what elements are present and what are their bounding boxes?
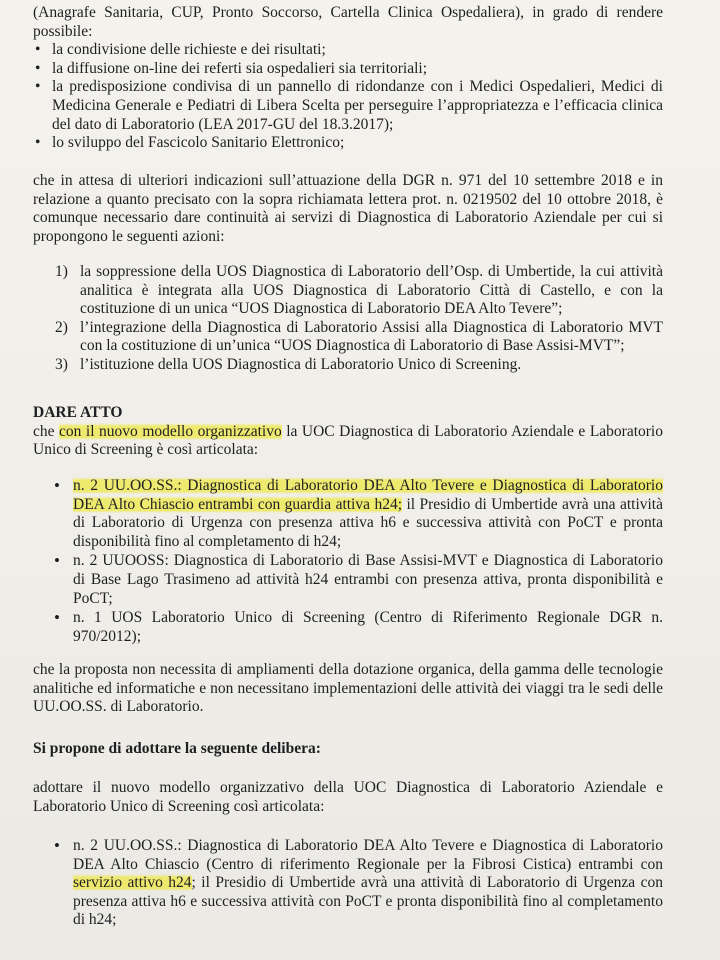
- final-item-text-end: ; il Presidio di Umbertide avrà una attività di Laboratorio di Urgenza con presenza attiva h6 e successiva attività con PoCT e pronta disponibilità fino al completamento di h24;: [73, 874, 663, 929]
- proposta-paragraph: che la proposta non necessita di ampliamenti della dotazione organica, della gamma delle tecnologie analitiche ed informatiche e non necessitano implementazioni delle attività dei viaggi tra le sedi delle UU.OO.SS. di Laboratorio.: [33, 661, 663, 716]
- dare-atto-intro: [33, 423, 663, 460]
- bullet-dot-icon: •: [54, 836, 60, 855]
- azione-item: [33, 263, 663, 319]
- dare-atto-item: [33, 477, 663, 551]
- dare-atto-section: [33, 404, 663, 460]
- azioni-list: [33, 263, 663, 375]
- adottare-section: [33, 779, 663, 816]
- dare-atto-item: [33, 609, 663, 646]
- intro-line-1: (Anagrafe Sanitaria, CUP, Pronto Soccorso, Cartella Clinica Ospedaliera), in grado di rendere: [33, 4, 663, 21]
- final-item: [33, 837, 663, 930]
- highlighted-text: con il nuovo modello organizzativo: [59, 422, 282, 440]
- proposta-section: [33, 661, 663, 717]
- si-propone-section: [33, 740, 663, 759]
- azione-item: [33, 319, 663, 356]
- azione-text: la soppressione della UOS Diagnostica di Laboratorio dell’Osp. di Umbertide, la cui attività analitica è integrata alla UOS Diagnostica di Laboratorio Città di Castello, e con la costituzione di un unica “UOS Diagnostica di Laboratorio DEA Alto Tevere”;: [80, 263, 663, 318]
- azione-number: 1): [55, 263, 68, 280]
- dare-atto-heading: DARE ATTO: [33, 404, 123, 421]
- intro-line-2: possibile:: [33, 22, 93, 40]
- attesa-section: [33, 172, 663, 246]
- final-item-text: n. 2 UU.OO.SS.: Diagnostica di Laboratorio DEA Alto Tevere e Diagnostica di Laboratorio DEA Alto Chiascio (Centro di riferimento Regionale per la Fibrosi Cistica) entrambi con: [73, 837, 663, 873]
- adottare-paragraph: adottare il nuovo modello organizzativo della UOC Diagnostica di Laboratorio Aziendale e Laboratorio Unico di Screening così articolata:: [33, 779, 663, 815]
- azione-number: 3): [55, 355, 68, 373]
- dare-atto-list: [33, 477, 663, 646]
- azione-number: 2): [55, 318, 68, 336]
- intro-bullet: • lo sviluppo del Fascicolo Sanitario Elettronico;: [33, 134, 663, 153]
- azione-text: l’istituzione della UOS Diagnostica di Laboratorio Unico di Screening.: [80, 355, 522, 373]
- dare-atto-rest: la UOC Diagnostica di Laboratorio Aziendale e Laboratorio Unico di Screening è così articolata:: [33, 422, 663, 459]
- highlighted-text: servizio attivo h24: [73, 874, 192, 892]
- azioni-section: [33, 263, 663, 375]
- highlighted-text: n. 2 UU.OO.SS.: Diagnostica di Laboratorio DEA Alto Tevere e Diagnostica di Laboratorio DEA Alto Chiascio entrambi con guardia attiva h24;: [73, 477, 663, 513]
- dare-atto-che: che: [33, 422, 55, 440]
- si-propone-heading: Si propone di adottare la seguente delibera:: [33, 740, 321, 757]
- bullet-dot-icon: •: [54, 551, 60, 571]
- azione-text: l’integrazione della Diagnostica di Laboratorio Assisi alla Diagnostica di Laboratorio MVT con la costituzione di un’unica “UOS Diagnostica di Laboratorio di Base Assisi-MVT”;: [80, 318, 663, 355]
- attesa-paragraph: che in attesa di ulteriori indicazioni sull’attuazione della DGR n. 971 del 10 settembre 2018 e in relazione a quanto precisato con la sopra richiamata lettera prot. n. 0219502 del 10 ottobre 2018, è comunque necessario dare continuità ai servizi di Diagnostica di Laboratorio Aziendale per cui si propongono le seguenti azioni:: [33, 172, 663, 245]
- bullet-dot-icon: •: [54, 608, 60, 628]
- azione-item: [33, 356, 663, 375]
- dare-atto-item-text: n. 2 UUOOSS: Diagnostica di Laboratorio di Base Assisi-MVT e Diagnostica di Laboratorio di Base Lago Trasimeno ad attività h24 entrambi con presenza attiva, pronta disponibilità e PoCT;: [73, 552, 663, 607]
- dare-atto-item-text: il Presidio di Umbertide avrà una attività di Laboratorio di Urgenza con presenza attiva h6 e successiva attività con PoCT e pronta disponibilità fino al completamento di h24;: [73, 495, 663, 550]
- intro-bullet: • la condivisione delle richieste e dei risultati;: [33, 41, 663, 60]
- dare-atto-item-text: n. 1 UOS Laboratorio Unico di Screening (Centro di Riferimento Regionale DGR n. 970/2012);: [73, 609, 663, 645]
- intro-section: [33, 4, 663, 153]
- dare-atto-item: [33, 552, 663, 608]
- intro-bullet: • la predisposizione condivisa di un pannello di ridondanze con i Medici Ospedalieri, Medici di Medicina Generale e Pediatri di Libera Scelta per perseguire l’appropriatezza e l’efficacia clinica del dato di Laboratorio (LEA 2017-GU del 18.3.2017);: [33, 78, 663, 134]
- intro-bullet: • la diffusione on-line dei referti sia ospedalieri sia territoriali;: [33, 60, 663, 79]
- final-list: [33, 837, 663, 930]
- bullet-dot-icon: •: [54, 476, 60, 495]
